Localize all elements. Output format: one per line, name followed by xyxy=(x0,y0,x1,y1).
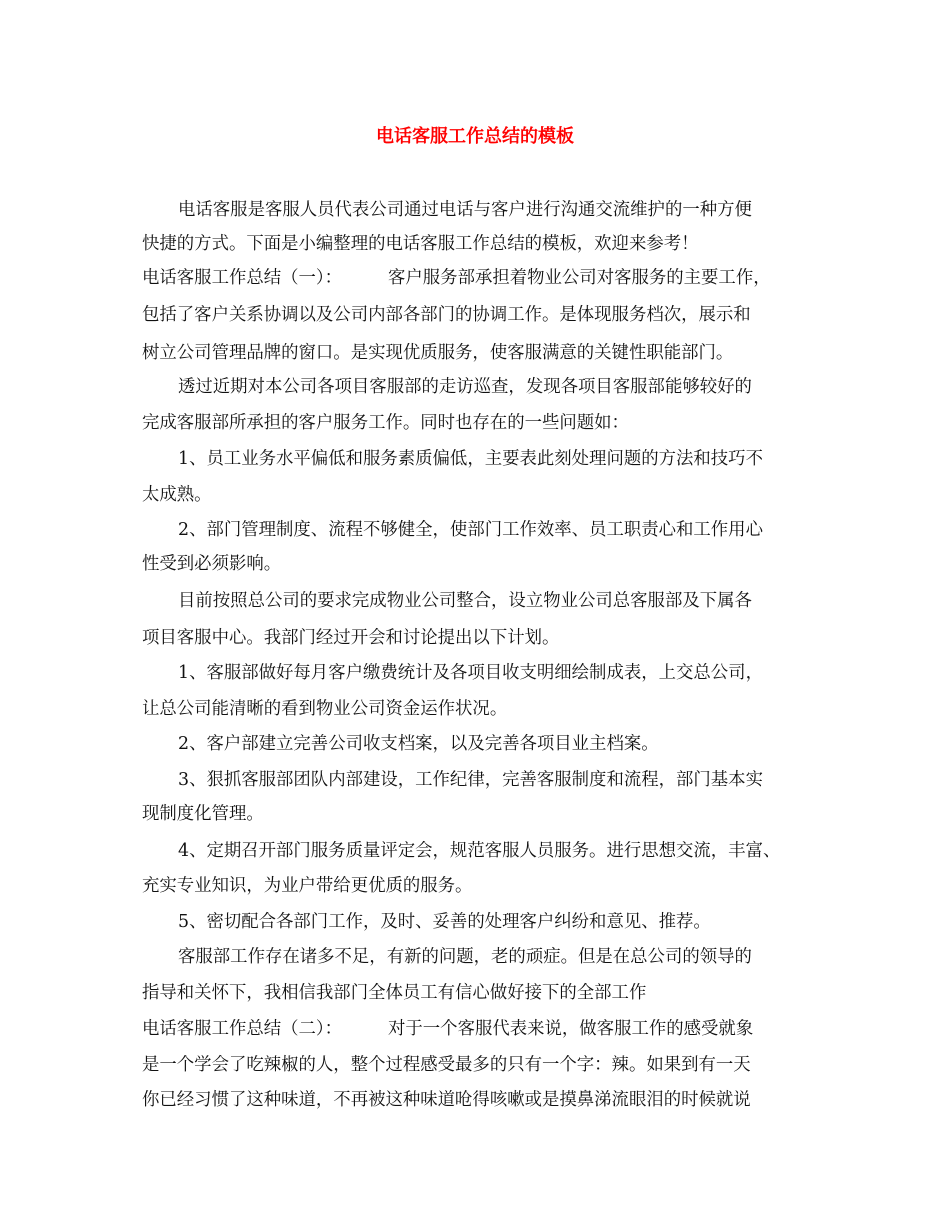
list-item-line: 2、客户部建立完善公司收支档案，以及完善各项目业主档案。 xyxy=(178,734,659,754)
list-item-line: 太成熟。 xyxy=(142,485,212,505)
paragraph-line: 客服部工作存在诸多不足，有新的问题，老的顽症。但是在总公司的领导的 xyxy=(178,947,752,967)
paragraph-text: 对于一个客服代表来说，做客服工作的感受就象 xyxy=(388,1019,754,1039)
list-item-line: 现制度化管理。 xyxy=(142,804,264,824)
paragraph-line: 指导和关怀下，我相信我部门全体员工有信心做好接下的全部工作 xyxy=(142,983,647,1003)
list-item-line: 5、密切配合各部门工作，及时、妥善的处理客户纠纷和意见、推荐。 xyxy=(178,912,711,932)
list-item-line: 2、部门管理制度、流程不够健全，使部门工作效率、员工职责心和工作用心 xyxy=(178,520,763,540)
document-title: 电话客服工作总结的模板 xyxy=(376,126,574,147)
paragraph-line: 你已经习惯了这种味道，不再被这种味道呛得咳嗽或是摸鼻涕流眼泪的时候就说 xyxy=(142,1090,751,1110)
paragraph-line: 快捷的方式。下面是小编整理的电话客服工作总结的模板，欢迎来参考！ xyxy=(142,234,699,254)
paragraph-line: 是一个学会了吃辣椒的人，整个过程感受最多的只有一个字：辣。如果到有一天 xyxy=(142,1055,751,1075)
paragraph-line: 项目客服中心。我部门经过开会和讨论提出以下计划。 xyxy=(142,628,560,648)
section-heading-line xyxy=(142,1016,753,1042)
section-heading: 电话客服工作总结（一）： xyxy=(142,268,342,288)
list-item-line: 1、员工业务水平偏低和服务素质偏低，主要表此刻处理问题的方法和技巧不 xyxy=(178,449,763,469)
list-item-line: 3、狠抓客服部团队内部建设，工作纪律，完善客服制度和流程，部门基本实 xyxy=(178,770,763,790)
list-item-line: 让总公司能清晰的看到物业公司资金运作状况。 xyxy=(142,699,508,719)
list-item-line: 充实专业知识，为业户带给更优质的服务。 xyxy=(142,876,473,896)
paragraph-line: 透过近期对本公司各项目客服部的走访巡查，发现各项目客服部能够较好的 xyxy=(178,377,752,397)
section-heading: 电话客服工作总结（二）： xyxy=(142,1019,342,1039)
paragraph-line: 电话客服是客服人员代表公司通过电话与客户进行沟通交流维护的一种方便 xyxy=(178,200,752,220)
section-heading-line xyxy=(142,265,771,291)
paragraph-line: 目前按照总公司的要求完成物业公司整合，设立物业公司总客服部及下属各 xyxy=(178,591,752,611)
list-item-line: 1、客服部做好每月客户缴费统计及各项目收支明细绘制成表，上交总公司， xyxy=(178,663,763,683)
paragraph-line: 完成客服部所承担的客户服务工作。同时也存在的一些问题如： xyxy=(142,413,629,433)
paragraph-text: 客户服务部承担着物业公司对客服务的主要工作， xyxy=(388,268,771,288)
paragraph-line: 包括了客户关系协调以及公司内部各部门的协调工作。是体现服务档次，展示和 xyxy=(142,305,751,325)
list-item-line: 性受到必须影响。 xyxy=(142,554,282,574)
list-item-line: 4、定期召开部门服务质量评定会，规范客服人员服务。进行思想交流，丰富、 xyxy=(178,841,781,861)
paragraph-line: 树立公司管理品牌的窗口。是实现优质服务，使客服满意的关键性职能部门。 xyxy=(142,343,734,363)
